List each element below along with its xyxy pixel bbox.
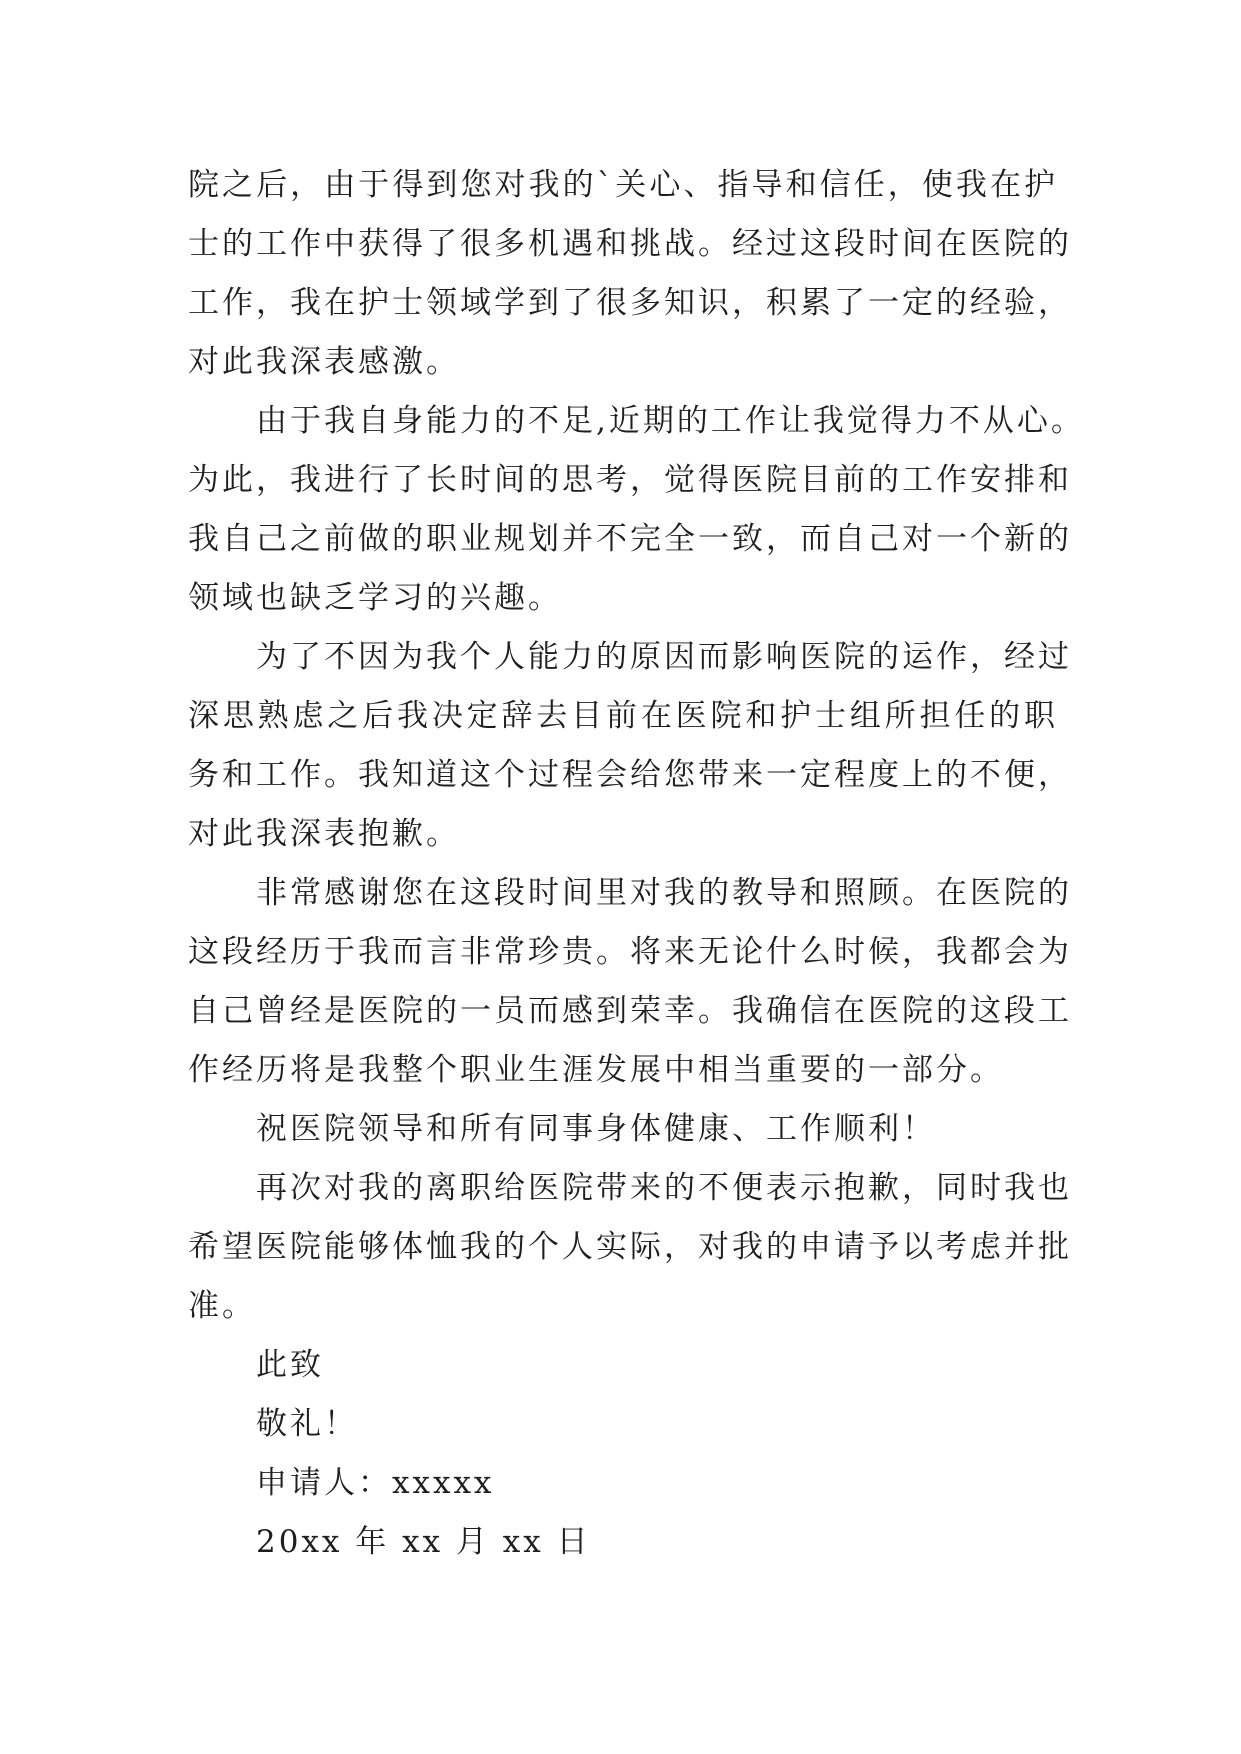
letter-line: 院之后，由于得到您对我的`关心、指导和信任，使我在护 [188, 167, 1058, 203]
letter-line: 对此我深表抱歉。 [188, 816, 460, 852]
letter-line: 祝医院领导和所有同事身体健康、工作顺利！ [256, 1111, 936, 1147]
letter-line: 务和工作。我知道这个过程会给您带来一定程度上的不便， [188, 757, 1072, 793]
applicant-name: 申请人：xxxxx [256, 1465, 495, 1501]
letter-line: 非常感谢您在这段时间里对我的教导和照顾。在医院的 [256, 875, 1072, 911]
letter-line: 希望医院能够体恤我的个人实际，对我的申请予以考虑并批 [188, 1229, 1072, 1265]
letter-line: 准。 [188, 1288, 256, 1324]
letter-line: 深思熟虑之后我决定辞去目前在医院和护士组所担任的职 [188, 698, 1058, 734]
letter-line: 由于我自身能力的不足,近期的工作让我觉得力不从心。 [256, 403, 1085, 439]
letter-body [188, 156, 1085, 1572]
letter-line: 士的工作中获得了很多机遇和挑战。经过这段时间在医院的 [188, 226, 1072, 262]
letter-line: 为此，我进行了长时间的思考，觉得医院目前的工作安排和 [188, 462, 1072, 498]
letter-line: 作经历将是我整个职业生涯发展中相当重要的一部分。 [188, 1052, 1004, 1088]
letter-line: 领域也缺乏学习的兴趣。 [188, 580, 562, 616]
letter-line: 这段经历于我而言非常珍贵。将来无论什么时候，我都会为 [188, 934, 1072, 970]
letter-line: 再次对我的离职给医院带来的不便表示抱歉，同时我也 [256, 1170, 1072, 1206]
closing-salutation: 此致 [256, 1347, 324, 1383]
letter-date: 20xx 年 xx 月 xx 日 [256, 1524, 591, 1560]
closing-regards: 敬礼！ [256, 1406, 358, 1442]
letter-line: 我自己之前做的职业规划并不完全一致，而自己对一个新的 [188, 521, 1072, 557]
letter-line: 自己曾经是医院的一员而感到荣幸。我确信在医院的这段工 [188, 993, 1072, 1029]
letter-line: 对此我深表感激。 [188, 344, 460, 380]
letter-line: 为了不因为我个人能力的原因而影响医院的运作，经过 [256, 639, 1072, 675]
letter-line: 工作，我在护士领域学到了很多知识，积累了一定的经验， [188, 285, 1072, 321]
